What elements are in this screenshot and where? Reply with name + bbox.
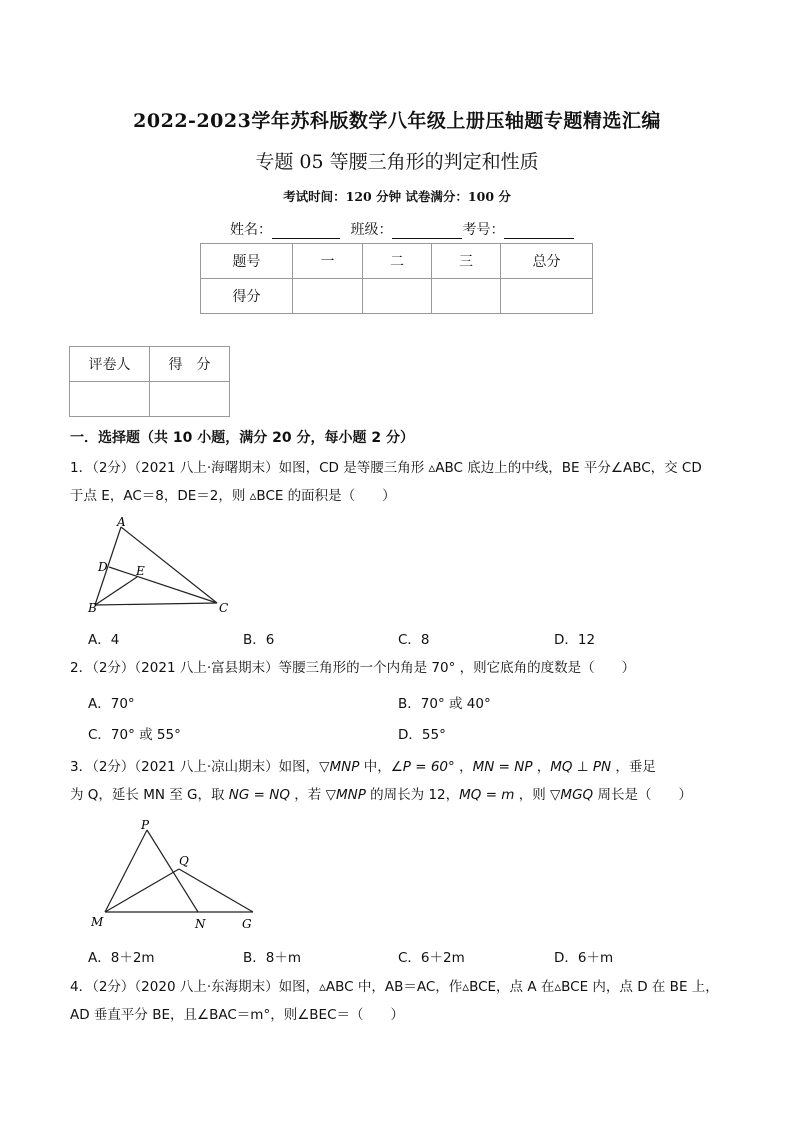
question-1 xyxy=(70,454,730,510)
question-3-line1 xyxy=(70,753,730,781)
score-table-header-row xyxy=(201,244,593,279)
q2-option-d[interactable]: D．55° xyxy=(398,727,446,743)
q1-option-d[interactable]: D．12 xyxy=(554,632,596,648)
q3-math: MQ ⊥ PN xyxy=(550,759,612,775)
bisector-be xyxy=(95,577,137,605)
q3-math: ∠P = 60° xyxy=(390,759,455,775)
score-table xyxy=(200,243,593,314)
point-label-q: Q xyxy=(179,854,189,868)
score-header-cell: 题号 xyxy=(201,244,293,279)
section-1-title: 一．选择题（共 10 小题，满分 20 分，每小题 2 分） xyxy=(70,430,414,446)
question-1-line2: 于点 E，AC＝8，DE＝2，则 ▵BCE 的面积是（ ） xyxy=(70,488,396,504)
q3-text: ，若 xyxy=(289,787,326,803)
id-blank[interactable] xyxy=(504,224,574,239)
score-table-score-row xyxy=(201,279,593,314)
grader-label: 评卷人 xyxy=(70,347,150,382)
paper-title: 2022-2023学年苏科版数学八年级上册压轴题专题精选汇编 xyxy=(133,110,661,132)
q3-option-b[interactable]: B．8＋m xyxy=(243,950,302,966)
q3-math: ▽MNP xyxy=(325,787,366,803)
grader-cell[interactable] xyxy=(70,382,150,417)
q3-text: 的周长为 12， xyxy=(365,787,460,803)
question-2: 2．（2分）（2021 八上·富县期末）等腰三角形的一个内角是 70° ，则它底角的度数是（ ） xyxy=(70,660,636,676)
question-3-line2 xyxy=(70,781,730,809)
q3-option-c[interactable]: C．6＋2m xyxy=(398,950,465,966)
score-header-cell: 一 xyxy=(293,244,363,279)
score-cell[interactable] xyxy=(293,279,363,314)
score-cell[interactable] xyxy=(363,279,432,314)
point-label-e: E xyxy=(136,564,145,578)
q3-math: MQ = m xyxy=(459,787,515,803)
student-info-fields xyxy=(230,219,574,239)
q3-math: NG = NQ xyxy=(228,787,290,803)
q3-math: ▽MNP xyxy=(319,759,360,775)
point-label-c: C xyxy=(219,601,229,615)
score-cell[interactable] xyxy=(501,279,593,314)
paper-subtitle: 专题 05 等腰三角形的判定和性质 xyxy=(255,151,539,173)
q3-text: ，则 xyxy=(514,787,551,803)
point-label-b: B xyxy=(88,601,97,615)
question-3 xyxy=(70,753,730,809)
question-4 xyxy=(70,973,730,1029)
question-1-line1: 1．（2分）（2021 八上·海曙期末）如图，CD 是等腰三角形 ▵ABC 底边上的中线，BE 平分∠ABC，交 CD xyxy=(70,460,702,476)
q3-math: MN = NP xyxy=(472,759,533,775)
q3-option-a[interactable]: A．8＋2m xyxy=(88,950,155,966)
point-label-p: P xyxy=(141,818,150,832)
q3-math: ▽MGQ xyxy=(550,787,594,803)
score-cell[interactable] xyxy=(432,279,501,314)
score-header-cell: 二 xyxy=(363,244,432,279)
grader-score-label: 得 分 xyxy=(150,347,230,382)
score-row-label: 得分 xyxy=(201,279,293,314)
point-label-a: A xyxy=(117,515,126,529)
point-label-d: D xyxy=(98,560,108,574)
question-4-line1: 4．（2分）（2020 八上·东海期末）如图，▵ABC 中，AB＝AC，作▵BCE，点 A 在▵BCE 内，点 D 在 BE 上， xyxy=(70,979,719,995)
q1-option-a[interactable]: A．4 xyxy=(88,632,120,648)
question-4-line2: AD 垂直平分 BE，且∠BAC＝m°，则∠BEC＝（ ） xyxy=(70,1007,405,1023)
exam-info: 考试时间：120 分钟 试卷满分：100 分 xyxy=(283,189,511,204)
q1-option-c[interactable]: C．8 xyxy=(398,632,430,648)
q3-text: 中， xyxy=(359,759,391,775)
q2-option-b[interactable]: B．70° 或 40° xyxy=(398,696,491,712)
question-1-figure xyxy=(85,515,245,615)
edge-bc xyxy=(95,603,217,605)
class-blank[interactable] xyxy=(392,224,462,239)
segment-qg xyxy=(179,869,253,912)
q2-option-c[interactable]: C．70° 或 55° xyxy=(88,727,181,743)
q3-text: ， xyxy=(532,759,551,775)
q3-text: 周长是（ ） xyxy=(593,787,692,803)
q3-option-d[interactable]: D．6＋m xyxy=(554,950,614,966)
q1-option-b[interactable]: B．6 xyxy=(243,632,275,648)
edge-pn xyxy=(147,830,198,912)
class-label: 班级： xyxy=(350,222,393,238)
grader-table xyxy=(69,346,230,417)
score-header-cell: 三 xyxy=(432,244,501,279)
id-label: 考号： xyxy=(462,222,505,238)
name-blank[interactable] xyxy=(272,224,340,239)
point-label-g: G xyxy=(242,917,252,931)
question-3-figure xyxy=(85,818,270,936)
q3-text: ，垂足 xyxy=(611,759,656,775)
point-label-m: M xyxy=(91,915,104,929)
q2-option-a[interactable]: A．70° xyxy=(88,696,135,712)
q3-text: 为 Q，延长 MN 至 G，取 xyxy=(70,787,229,803)
score-header-cell: 总分 xyxy=(501,244,593,279)
point-label-n: N xyxy=(195,917,206,931)
name-label: 姓名： xyxy=(230,222,272,238)
q3-text: ， xyxy=(454,759,473,775)
grader-cell[interactable] xyxy=(150,382,230,417)
q3-text: 3．（2分）（2021 八上·凉山期末）如图， xyxy=(70,759,320,775)
